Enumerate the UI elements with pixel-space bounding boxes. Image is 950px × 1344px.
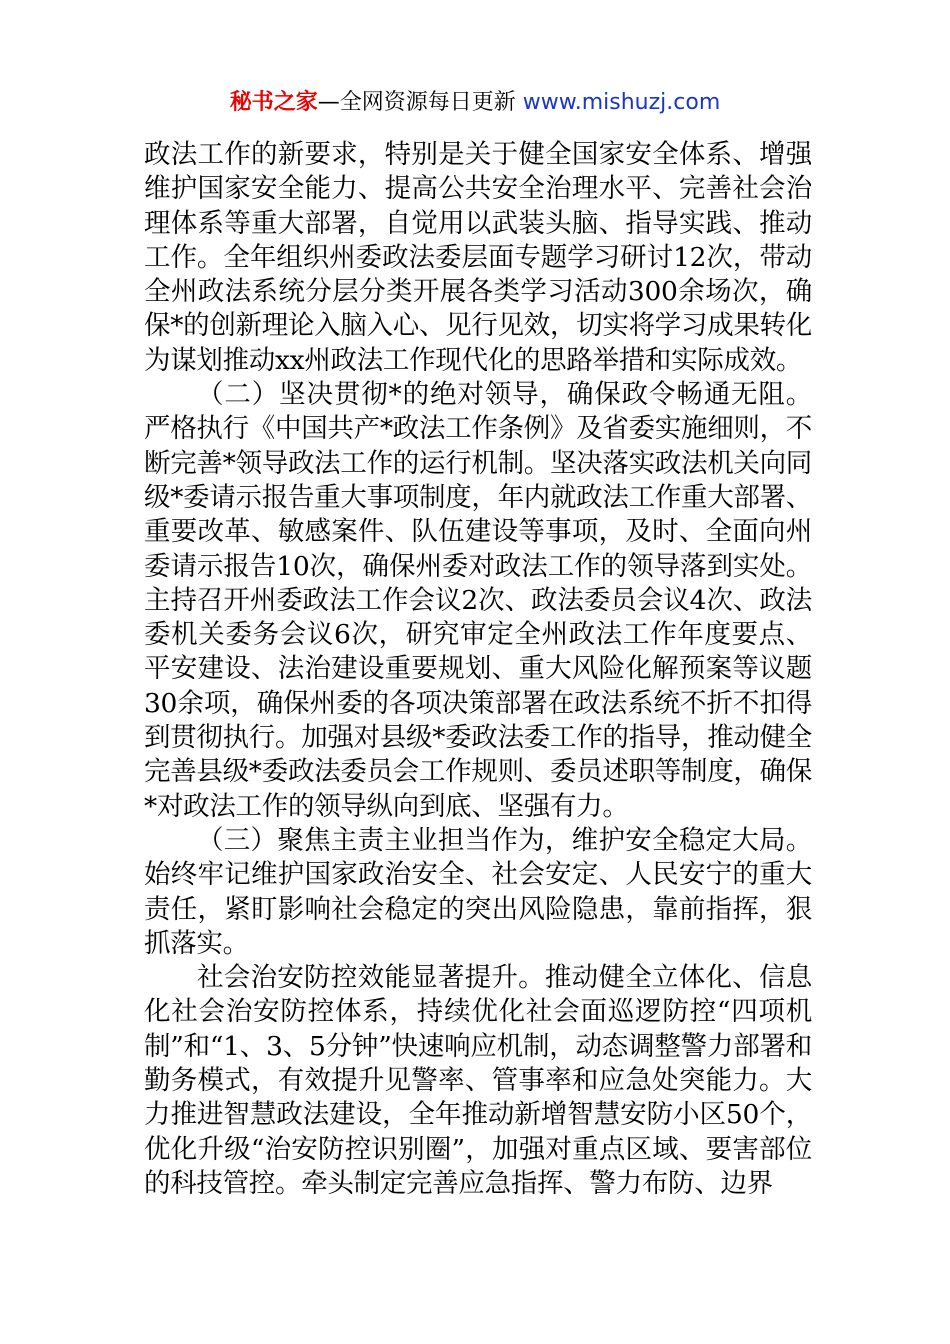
document-body <box>144 138 812 1201</box>
site-slogan: —全网资源每日更新 <box>317 90 523 115</box>
paragraph-section-3: （三）聚焦主责主业担当作为，维护安全稳定大局。始终牢记维护国家政治安全、社会安定、人民安宁的重大责任，紧盯影响社会稳定的突出风险隐患，靠前指挥，狠抓落实。 <box>144 824 812 959</box>
paragraph-section-2: （二）坚决贯彻*的绝对领导，确保政令畅通无阻。严格执行《中国共产*政法工作条例》及省委实施细则，不断完善*领导政法工作的运行机制。坚决落实政法机关向同级*委请示报告重大事项制度，年内就政法工作重大部署、重要改革、敏感案件、队伍建设等事项，及时、全面向州委请示报告10次，确保州委对政法工作的领导落到实处。主持召开州委政法工作会议2次、政法委员会议4次、政法委机关委务会议6次，研究审定全州政法工作年度要点、平安建设、法治建设重要规划、重大风险化解预案等议题30余项，确保州委的各项决策部署在政法系统不折不扣得到贯彻执行。加强对县级*委政法委工作的指导，推动健全完善县级*委政法委员会工作规则、委员述职等制度，确保*对政法工作的领导纵向到底、坚强有力。 <box>144 379 812 822</box>
site-url-link[interactable]: www.mishuzj.com <box>522 90 721 115</box>
paragraph-public-security: 社会治安防控效能显著提升。推动健全立体化、信息化社会治安防控体系，持续优化社会面巡逻防控“四项机制”和“1、3、5分钟”快速响应机制，动态调整警力部署和勤务模式，有效提升见警率、管事率和应急处突能力。大力推进智慧政法建设，全年推动新增智慧安防小区50个，优化升级“治安防控识别圈”，加强对重点区域、要害部位的科技管控。牵头制定完善应急指挥、警力布防、边界 <box>144 962 812 1199</box>
site-brand: 秘书之家 <box>229 90 318 115</box>
site-header <box>0 88 950 118</box>
paragraph-continuation: 政法工作的新要求，特别是关于健全国家安全体系、增强维护国家安全能力、提高公共安全治理水平、完善社会治理体系等重大部署，自觉用以武装头脑、指导实践、推动工作。全年组织州委政法委层面专题学习研讨12次，带动全州政法系统分层分类开展各类学习活动300余场次，确保*的创新理论入脑入心、见行见效，切实将学习成果转化为谋划推动xx州政法工作现代化的思路举措和实际成效。 <box>144 139 812 376</box>
